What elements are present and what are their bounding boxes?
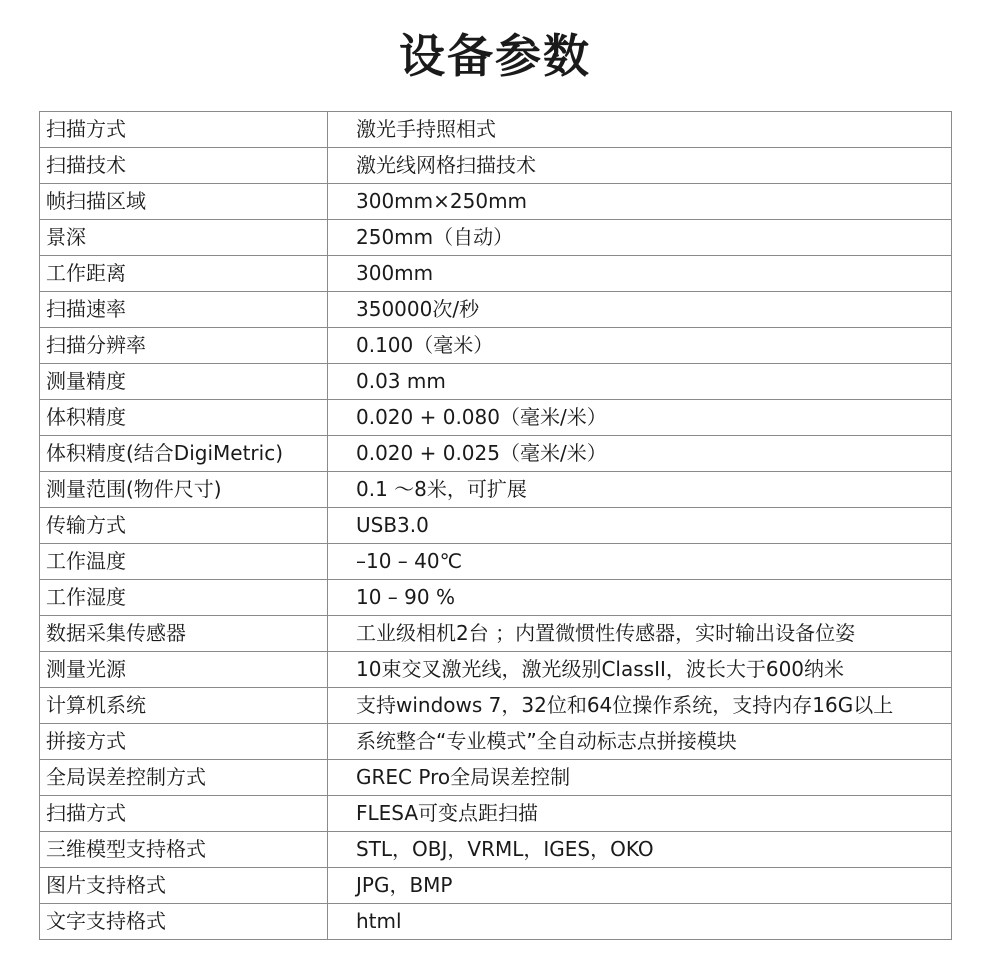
param-name: 体积精度 — [40, 400, 328, 436]
param-value: 250mm（自动） — [328, 220, 952, 256]
table-row — [40, 760, 952, 796]
param-value: GREC Pro全局误差控制 — [328, 760, 952, 796]
spec-table — [39, 111, 952, 940]
param-value: FLESA可变点距扫描 — [328, 796, 952, 832]
table-row — [40, 400, 952, 436]
param-value: 10 – 90 % — [328, 580, 952, 616]
param-value: 350000次/秒 — [328, 292, 952, 328]
param-name: 计算机系统 — [40, 688, 328, 724]
param-value: STL，OBJ，VRML，IGES，OKO — [328, 832, 952, 868]
page-title: 设备参数 — [399, 29, 591, 83]
param-value: 0.1 ～8米，可扩展 — [328, 472, 952, 508]
param-value: 300mm — [328, 256, 952, 292]
table-row — [40, 904, 952, 940]
param-name: 拼接方式 — [40, 724, 328, 760]
param-value: 0.020 + 0.080（毫米/米） — [328, 400, 952, 436]
param-value: 工业级相机2台 ；内置微惯性传感器，实时输出设备位姿 — [328, 616, 952, 652]
param-name: 扫描分辨率 — [40, 328, 328, 364]
table-row — [40, 580, 952, 616]
param-name: 传输方式 — [40, 508, 328, 544]
param-value: 0.03 mm — [328, 364, 952, 400]
param-name: 工作温度 — [40, 544, 328, 580]
table-row — [40, 544, 952, 580]
param-value: html — [328, 904, 952, 940]
param-name: 扫描速率 — [40, 292, 328, 328]
spec-table-body — [40, 112, 952, 940]
param-name: 工作距离 — [40, 256, 328, 292]
param-name: 帧扫描区域 — [40, 184, 328, 220]
table-row — [40, 364, 952, 400]
param-name: 图片支持格式 — [40, 868, 328, 904]
param-value: 系统整合“专业模式”全自动标志点拼接模块 — [328, 724, 952, 760]
param-name: 三维模型支持格式 — [40, 832, 328, 868]
param-name: 体积精度(结合DigiMetric) — [40, 436, 328, 472]
param-name: 数据采集传感器 — [40, 616, 328, 652]
param-name: 工作湿度 — [40, 580, 328, 616]
param-name: 扫描方式 — [40, 112, 328, 148]
param-value: 支持windows 7，32位和64位操作系统，支持内存16G以上 — [328, 688, 952, 724]
table-row — [40, 652, 952, 688]
param-name: 扫描技术 — [40, 148, 328, 184]
table-row — [40, 220, 952, 256]
param-value: 10束交叉激光线，激光级别ClassII，波长大于600纳米 — [328, 652, 952, 688]
param-name: 文字支持格式 — [40, 904, 328, 940]
param-value: 0.100（毫米） — [328, 328, 952, 364]
table-row — [40, 112, 952, 148]
param-name: 测量精度 — [40, 364, 328, 400]
param-name: 景深 — [40, 220, 328, 256]
param-name: 测量光源 — [40, 652, 328, 688]
param-value: USB3.0 — [328, 508, 952, 544]
table-row — [40, 328, 952, 364]
table-row — [40, 148, 952, 184]
table-row — [40, 436, 952, 472]
param-value: 300mm×250mm — [328, 184, 952, 220]
param-value: 激光手持照相式 — [328, 112, 952, 148]
table-row — [40, 184, 952, 220]
table-row — [40, 292, 952, 328]
param-value: JPG，BMP — [328, 868, 952, 904]
table-row — [40, 616, 952, 652]
param-name: 扫描方式 — [40, 796, 328, 832]
param-value: –10 – 40℃ — [328, 544, 952, 580]
table-row — [40, 724, 952, 760]
table-row — [40, 472, 952, 508]
table-row — [40, 868, 952, 904]
param-value: 激光线网格扫描技术 — [328, 148, 952, 184]
table-row — [40, 508, 952, 544]
table-row — [40, 832, 952, 868]
param-name: 全局误差控制方式 — [40, 760, 328, 796]
table-row — [40, 796, 952, 832]
param-value: 0.020 + 0.025（毫米/米） — [328, 436, 952, 472]
param-name: 测量范围(物件尺寸) — [40, 472, 328, 508]
table-row — [40, 688, 952, 724]
table-row — [40, 256, 952, 292]
